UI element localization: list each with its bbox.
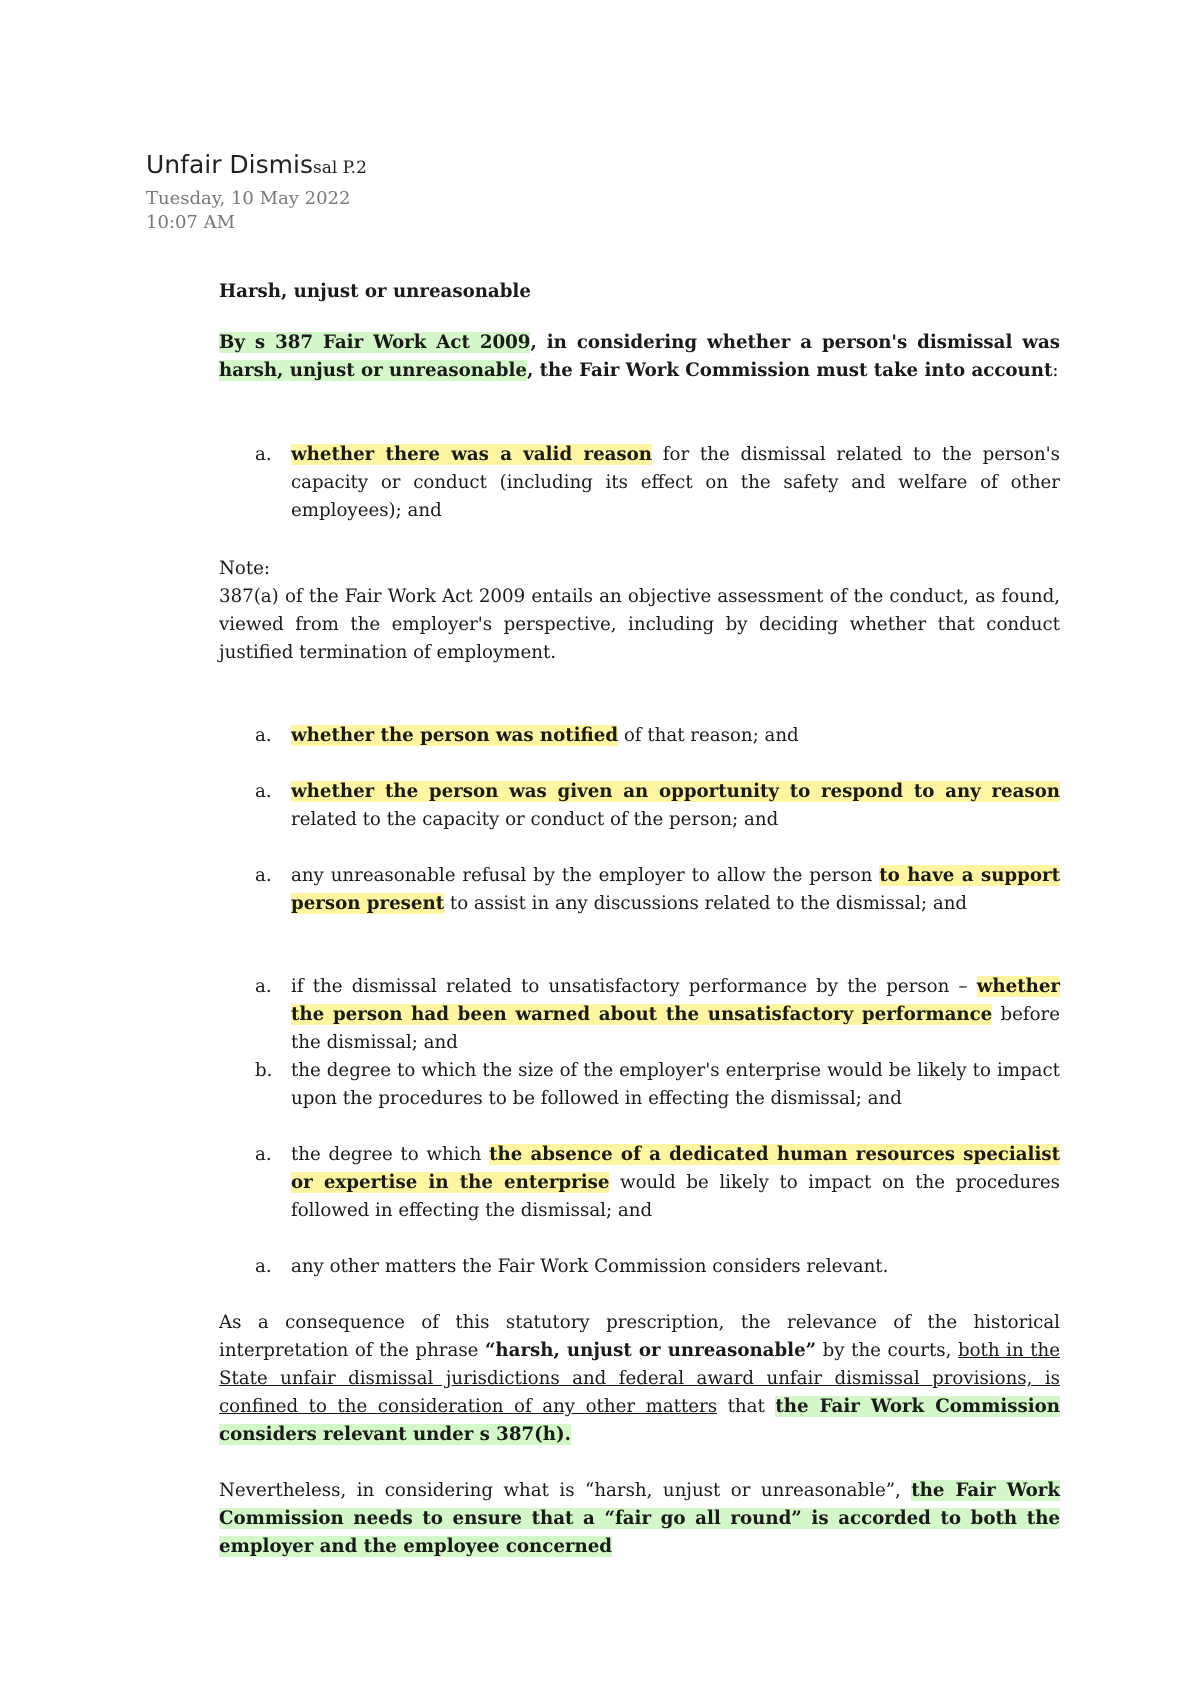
item-text-before: if the dismissal related to unsatisfactory performance by the person – — [291, 976, 977, 997]
item-text: of that reason; and — [618, 725, 799, 746]
list-marker: a. — [255, 444, 272, 465]
item-text: to assist in any discussions related to the dismissal; and — [444, 893, 968, 914]
para2-highlight: the Fair Work Commission needs to ensure that a “fair go all round” is accorded to both the employer and the employee concerned — [219, 1480, 1060, 1557]
item-text: would be likely to impact on the procedures followed in effecting the dismissal; and — [291, 1172, 1060, 1221]
intro-highlight-test: harsh, unjust or unreasonable — [219, 360, 527, 381]
intro-colon: : — [1052, 360, 1059, 381]
page-date: Tuesday, 10 May 2022 — [146, 188, 351, 209]
item-text: for the dismissal related to the person's capacity or conduct (including its effect on the safety and welfare of other employees); and — [291, 444, 1061, 521]
para1-text-2: by the courts, — [816, 1340, 958, 1361]
list-item — [219, 441, 1060, 525]
item-highlight: the absence of a dedicated human resources specialist or expertise in the enterprise — [291, 1144, 1061, 1193]
para1-underlined: both in the State unfair dismissal jurisdictions and federal award unfair dismissal provisions, is confined to the consideration of any other matters — [219, 1340, 1060, 1417]
fair-go-paragraph — [219, 1477, 1060, 1561]
item-text-before: the degree to which — [291, 1144, 490, 1165]
item-text: before the dismissal; and — [291, 1004, 1060, 1053]
intro-mid: , in considering whether a person's dismissal was — [530, 332, 1060, 353]
list-marker: a. — [255, 1256, 272, 1277]
list-item — [219, 973, 1060, 1057]
list-marker: a. — [255, 1144, 272, 1165]
para2-text: Nevertheless, in considering what is “harsh, unjust or unreasonable”, — [219, 1480, 912, 1501]
item-text: any other matters the Fair Work Commission considers relevant. — [291, 1256, 889, 1277]
item-highlight: whether there was a valid reason — [291, 444, 653, 465]
para1-bold-phrase: “harsh, unjust or unreasonable” — [484, 1340, 817, 1361]
item-highlight: whether the person was given an opportunity to respond to any reason — [291, 781, 1060, 802]
consequence-paragraph — [219, 1309, 1060, 1449]
list-item — [219, 1253, 1060, 1281]
item-text-before: any unreasonable refusal by the employer to allow the person — [291, 865, 880, 886]
page-time: 10:07 AM — [146, 212, 236, 233]
item-text: related to the capacity or conduct of the person; and — [291, 809, 779, 830]
para1-text: As a consequence of this statutory prescription, the relevance of the historical interpretation of the phrase — [219, 1312, 1060, 1361]
item-highlight: whether the person was notified — [291, 725, 619, 746]
intro-rest: , the Fair Work Commission must take into account — [526, 360, 1053, 381]
note-text: 387(a) of the Fair Work Act 2009 entails an objective assessment of the conduct, as found, viewed from the employer's perspective, including by deciding whether that conduct justified termination of employment. — [219, 586, 1060, 663]
section-heading: Harsh, unjust or unreasonable — [219, 281, 531, 302]
list-marker: a. — [255, 725, 272, 746]
item-text: the degree to which the size of the employer's enterprise would be likely to impact upon the procedures to be followed in effecting the dismissal; and — [291, 1060, 1060, 1109]
list-marker: a. — [255, 781, 272, 802]
list-marker: a. — [255, 865, 272, 886]
para1-text-3: that — [717, 1396, 776, 1417]
intro-paragraph — [219, 329, 1060, 385]
list-item — [219, 778, 1060, 834]
page-title-main: Unfair Dismis — [146, 150, 313, 179]
list-item — [219, 862, 1060, 918]
item-highlight: to have a support person present — [291, 865, 1060, 914]
list-item — [219, 1141, 1060, 1225]
intro-highlight-act: By s 387 Fair Work Act 2009 — [219, 332, 531, 353]
note-label: Note: — [219, 558, 271, 579]
list-item — [219, 722, 1060, 750]
list-item — [219, 1057, 1060, 1113]
item-highlight: whether the person had been warned about the unsatisfactory performance — [291, 976, 1060, 1025]
para1-highlight: the Fair Work Commission considers relevant under s 387(h). — [219, 1396, 1060, 1445]
page-title — [146, 150, 367, 183]
list-marker: a. — [255, 976, 272, 997]
page-title-suffix: sal P.2 — [312, 158, 367, 178]
list-marker: b. — [255, 1060, 273, 1081]
